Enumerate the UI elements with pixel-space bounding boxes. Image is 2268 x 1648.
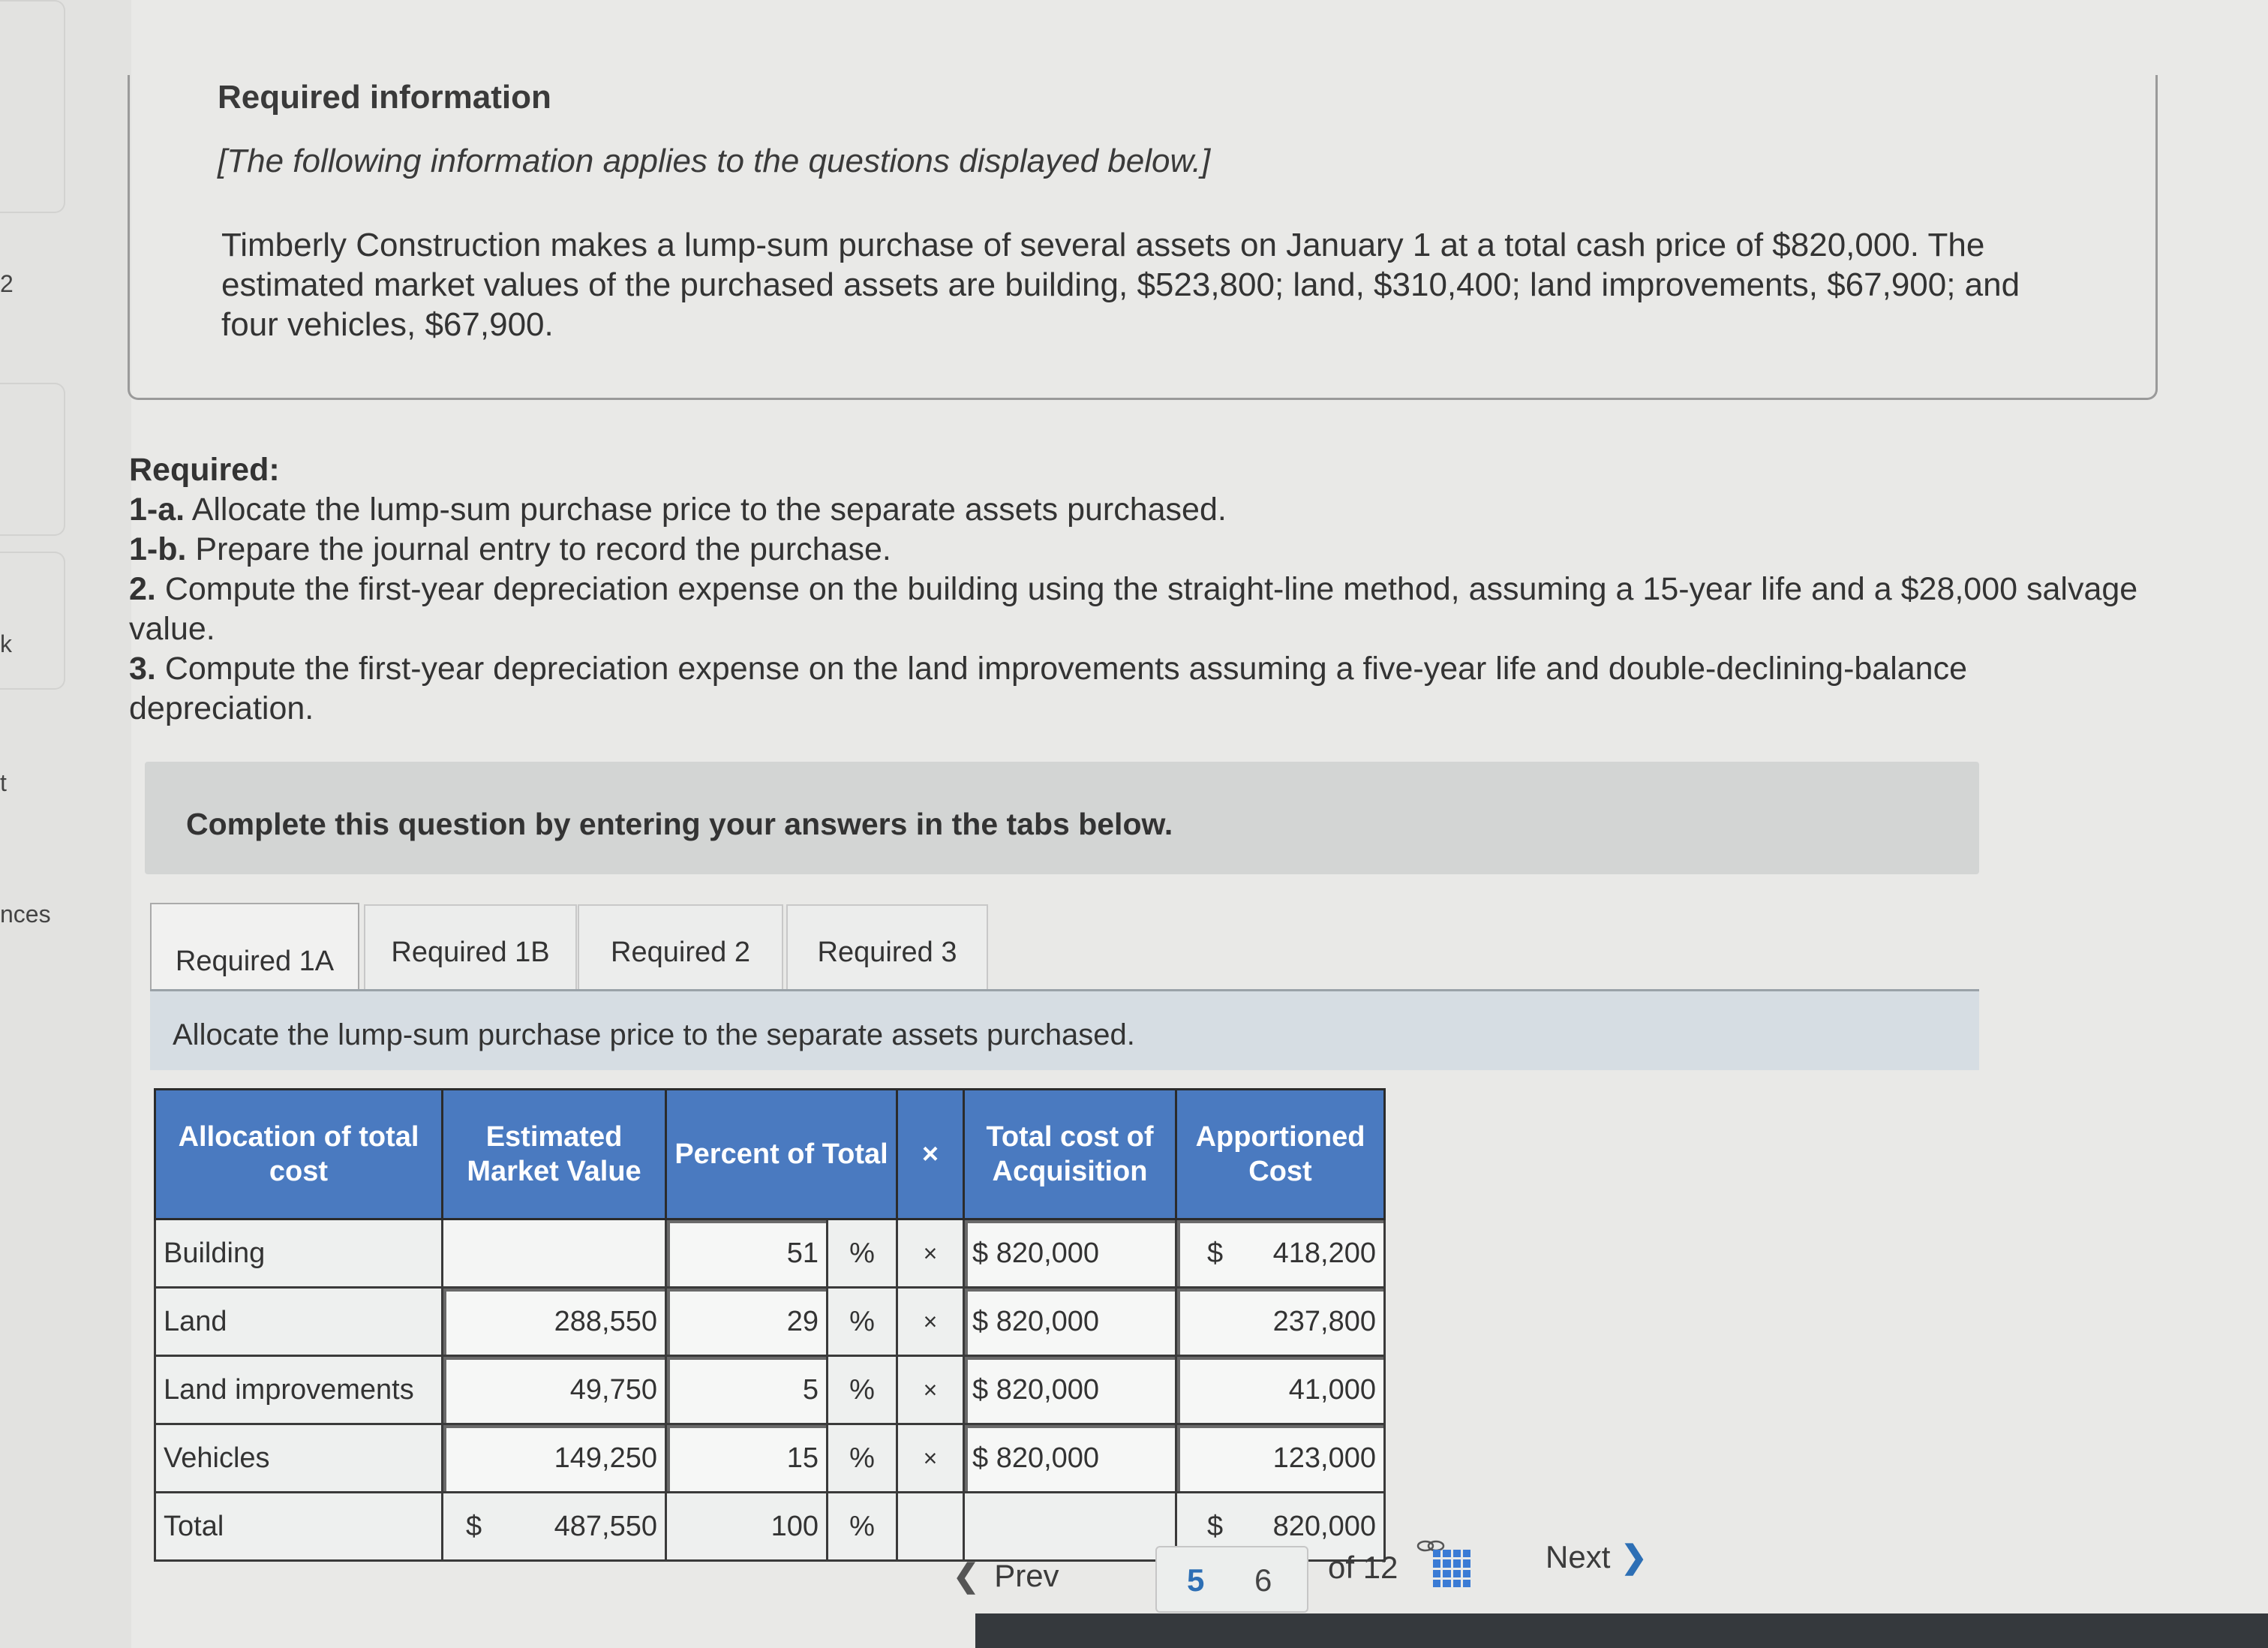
item-number: 1-a. [129,492,185,528]
percent-sign: % [828,1493,897,1561]
tab-required-2[interactable]: Required 2 [578,904,783,1000]
sidebar-card[interactable] [0,552,65,690]
total-percent: 100 [666,1493,828,1561]
percent-input[interactable]: 51 [666,1219,828,1288]
tab-required-3[interactable]: Required 3 [786,904,988,1000]
required-section [129,450,2155,729]
table-row [155,1288,1385,1356]
header-allocation: Allocation of total cost [155,1090,443,1219]
row-label: Vehicles [155,1424,443,1493]
dollar-sign: $ [1207,1510,1224,1542]
required-item [129,530,2155,570]
apportioned-input[interactable]: 41,000 [1176,1356,1385,1424]
header-apportioned: Apportioned Cost [1176,1090,1385,1219]
times-sign: × [897,1424,964,1493]
required-item [129,649,2155,729]
tab-panel-header [150,989,1979,1070]
total-market-value [443,1493,666,1561]
times-sign: × [897,1356,964,1424]
required-item [129,570,2155,649]
item-text: Compute the first-year depreciation expense on the building using the straight-line method, assuming a 15-year life and a $28,000 salvage value. [129,571,2138,647]
header-market-value: Estimated Market Value [443,1090,666,1219]
item-number: 2. [129,571,156,607]
total-market-amount: 487,550 [554,1510,657,1542]
info-title: Required information [218,79,551,116]
next-button[interactable] [1546,1538,1648,1575]
total-cost-input[interactable]: $ 820,000 [964,1424,1176,1493]
sidebar-fragment: nces [0,901,51,928]
row-label: Building [155,1219,443,1288]
tab-required-1b[interactable]: Required 1B [364,904,577,1000]
percent-sign: % [828,1424,897,1493]
item-number: 1-b. [129,531,187,567]
sidebar-card[interactable] [0,383,65,536]
percent-sign: % [828,1356,897,1424]
info-body: Timberly Construction makes a lump-sum purchase of several assets on January 1 at a total cash price of $820,000. The estimated market values of the purchased assets are building, $523,800; land, $310,400; land improvements, $67,900; and four vehicles, $67,900. [221,227,2020,343]
dollar-sign: $ [466,1510,482,1542]
next-label: Next [1546,1539,1611,1574]
row-label: Land [155,1288,443,1356]
percent-input[interactable]: 15 [666,1424,828,1493]
info-note: [The following information applies to the questions displayed below.] [218,143,1211,179]
page-selector[interactable] [1155,1546,1308,1613]
pagination [953,1538,1703,1606]
panel-prompt: Allocate the lump-sum purchase price to the separate assets purchased. [173,1018,1135,1051]
page-count: of 12 [1328,1550,1398,1585]
percent-input[interactable]: 29 [666,1288,828,1356]
total-label: Total [155,1493,443,1561]
item-text: Allocate the lump-sum purchase price to the separate assets purchased. [191,492,1227,528]
chevron-right-icon: ❯ [1621,1539,1648,1574]
prev-button[interactable] [953,1557,1059,1594]
header-total-cost: Total cost of Acquisition [964,1090,1176,1219]
bottom-bar [975,1613,2268,1648]
sidebar-fragment: k [0,630,12,657]
times-sign: × [897,1219,964,1288]
item-text: Prepare the journal entry to record the purchase. [195,531,891,567]
table-row [155,1356,1385,1424]
grid-view-icon[interactable] [1433,1550,1470,1587]
tab-required-1a[interactable]: Required 1A [150,903,359,1019]
times-sign: × [897,1288,964,1356]
prev-label: Prev [994,1558,1059,1593]
market-value-input[interactable] [443,1219,666,1288]
chevron-left-icon: ❮ [953,1558,980,1593]
market-value-input[interactable]: 288,550 [443,1288,666,1356]
percent-input[interactable]: 5 [666,1356,828,1424]
header-times: × [897,1090,964,1219]
total-cost-input[interactable]: $ 820,000 [964,1288,1176,1356]
table-row [155,1424,1385,1493]
market-value-input[interactable]: 149,250 [443,1424,666,1493]
current-page[interactable]: 5 [1187,1562,1205,1598]
required-item [129,490,2155,530]
apportioned-input[interactable] [1176,1219,1385,1288]
total-cost-input[interactable]: $ 820,000 [964,1356,1176,1424]
header-percent: Percent of Total [666,1090,897,1219]
market-value-input[interactable]: 49,750 [443,1356,666,1424]
apportioned-input[interactable]: 237,800 [1176,1288,1385,1356]
dollar-sign: $ [1207,1237,1224,1269]
next-page-number[interactable]: 6 [1254,1562,1272,1598]
total-apportioned-amount: 820,000 [1272,1510,1376,1542]
percent-sign: % [828,1288,897,1356]
sidebar-card[interactable] [0,0,65,213]
apportioned-input[interactable]: 123,000 [1176,1424,1385,1493]
table-header-row [155,1090,1385,1219]
instruction-text: Complete this question by entering your answers in the tabs below. [186,807,1173,841]
sidebar-fragment: t [0,769,7,796]
required-heading: Required: [129,452,280,488]
item-number: 3. [129,651,156,687]
sidebar-fragment: 2 [0,270,14,297]
row-label: Land improvements [155,1356,443,1424]
instruction-banner [145,762,1979,874]
total-cost-input[interactable]: $ 820,000 [964,1219,1176,1288]
allocation-table [154,1088,1386,1562]
percent-sign: % [828,1219,897,1288]
apportioned-value: 418,200 [1272,1237,1376,1269]
table-row [155,1219,1385,1288]
left-sidebar-edge [0,0,131,1648]
item-text: Compute the first-year depreciation expense on the land improvements assuming a five-year life and double-declining-balance depreciation. [129,651,1968,726]
